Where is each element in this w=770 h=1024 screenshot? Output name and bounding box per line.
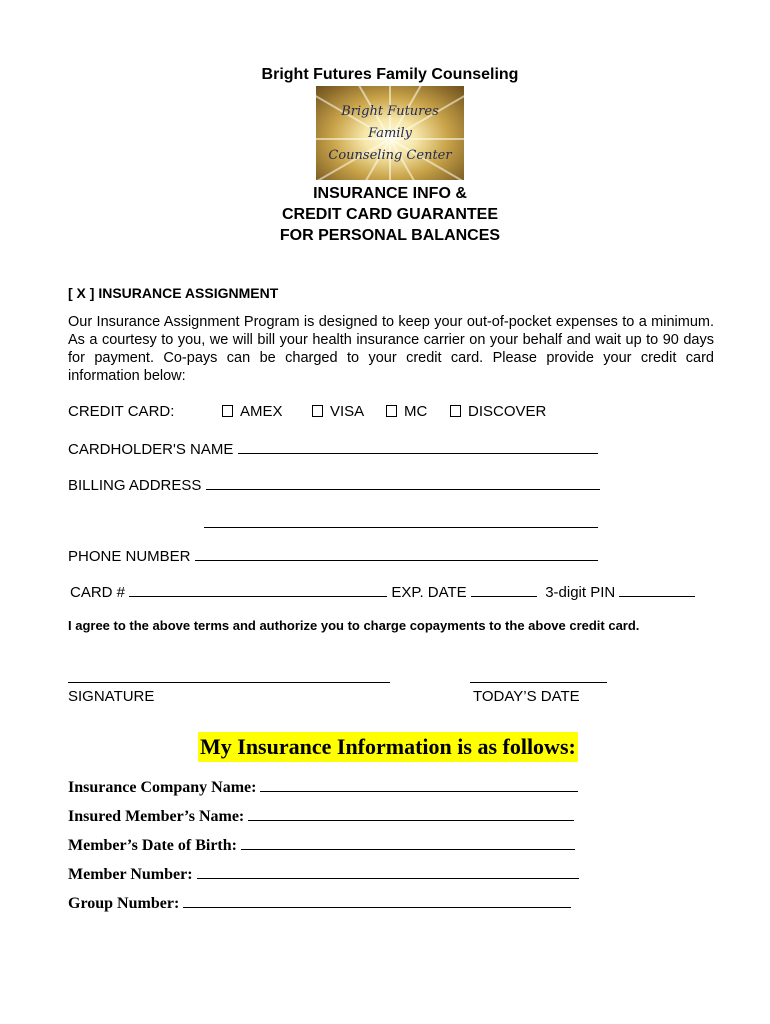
insurance-company-input-line[interactable] [260,777,578,792]
insurance-company-label: Insurance Company Name: [68,779,257,796]
checkbox-icon[interactable] [312,405,323,417]
group-number-label: Group Number: [68,895,180,912]
option-label: MC [404,403,428,420]
group-number-input-line[interactable] [183,893,571,908]
option-visa[interactable] [312,403,364,420]
checkbox-icon[interactable] [450,405,461,417]
option-amex[interactable] [222,403,283,420]
title-line-3: FOR PERSONAL BALANCES [279,227,501,244]
phone-input-line[interactable] [195,546,598,561]
cardholder-field [68,439,598,458]
title-line-2: CREDIT CARD GUARANTEE [282,206,498,223]
option-discover[interactable] [450,403,546,420]
phone-field [68,546,598,565]
option-label: DISCOVER [468,403,547,420]
agreement-text: I agree to the above terms and authorize you to charge copayments to the above credit card. [68,618,640,633]
member-number-field [68,864,579,884]
billing-address-input-line[interactable] [206,475,600,490]
exp-date-label: EXP. DATE [391,584,467,601]
option-label: AMEX [240,403,283,420]
option-label: VISA [330,403,365,420]
pin-label: 3-digit PIN [545,584,616,601]
billing-address-field [68,475,600,494]
organization-title: Bright Futures Family Counseling [261,66,519,83]
cardholder-label: CARDHOLDER'S NAME [68,441,234,458]
title-line-1: INSURANCE INFO & [313,185,467,202]
checkbox-icon[interactable] [386,405,397,417]
checkbox-icon[interactable] [222,405,233,417]
card-number-field [70,582,695,601]
cardholder-input-line[interactable] [238,439,598,454]
signature-label: SIGNATURE [68,688,155,705]
insurance-company-field [68,777,578,797]
document-title [0,183,770,246]
pin-input-line[interactable] [619,582,695,597]
exp-date-input-line[interactable] [471,582,537,597]
billing-address-label: BILLING ADDRESS [68,477,202,494]
card-number-label: CARD # [70,584,126,601]
logo-text-line3: Counseling Center [328,148,452,163]
card-number-input-line[interactable] [129,582,387,597]
option-mc[interactable] [386,403,427,420]
logo-text-line2: Family [368,126,412,141]
credit-card-label: CREDIT CARD: [68,403,175,420]
member-name-field [68,806,574,826]
dob-field [68,835,575,855]
logo-text-line1: Bright Futures [341,104,439,119]
intro-paragraph: Our Insurance Assignment Program is designed to keep your out-of-pocket expenses to a minimum. As a courtesy to you, we will bill your health insurance carrier on your behalf and wait up to 90 days for payment. Co-pays can be charged to your credit card. Please provide your credit card information below: [68,314,714,384]
member-name-input-line[interactable] [248,806,574,821]
todays-date-label: TODAY’S DATE [473,688,580,705]
signature-line[interactable] [68,668,390,683]
dob-input-line[interactable] [241,835,575,850]
logo [316,86,464,180]
member-name-label: Insured Member’s Name: [68,808,245,825]
phone-label: PHONE NUMBER [68,548,191,565]
date-line[interactable] [470,668,607,683]
billing-address-line-2[interactable] [204,513,598,528]
insurance-banner: My Insurance Information is as follows: [198,732,578,762]
dob-label: Member’s Date of Birth: [68,837,237,854]
member-number-label: Member Number: [68,866,193,883]
group-number-field [68,893,571,913]
member-number-input-line[interactable] [197,864,579,879]
section-heading: [ X ] INSURANCE ASSIGNMENT [68,285,279,301]
